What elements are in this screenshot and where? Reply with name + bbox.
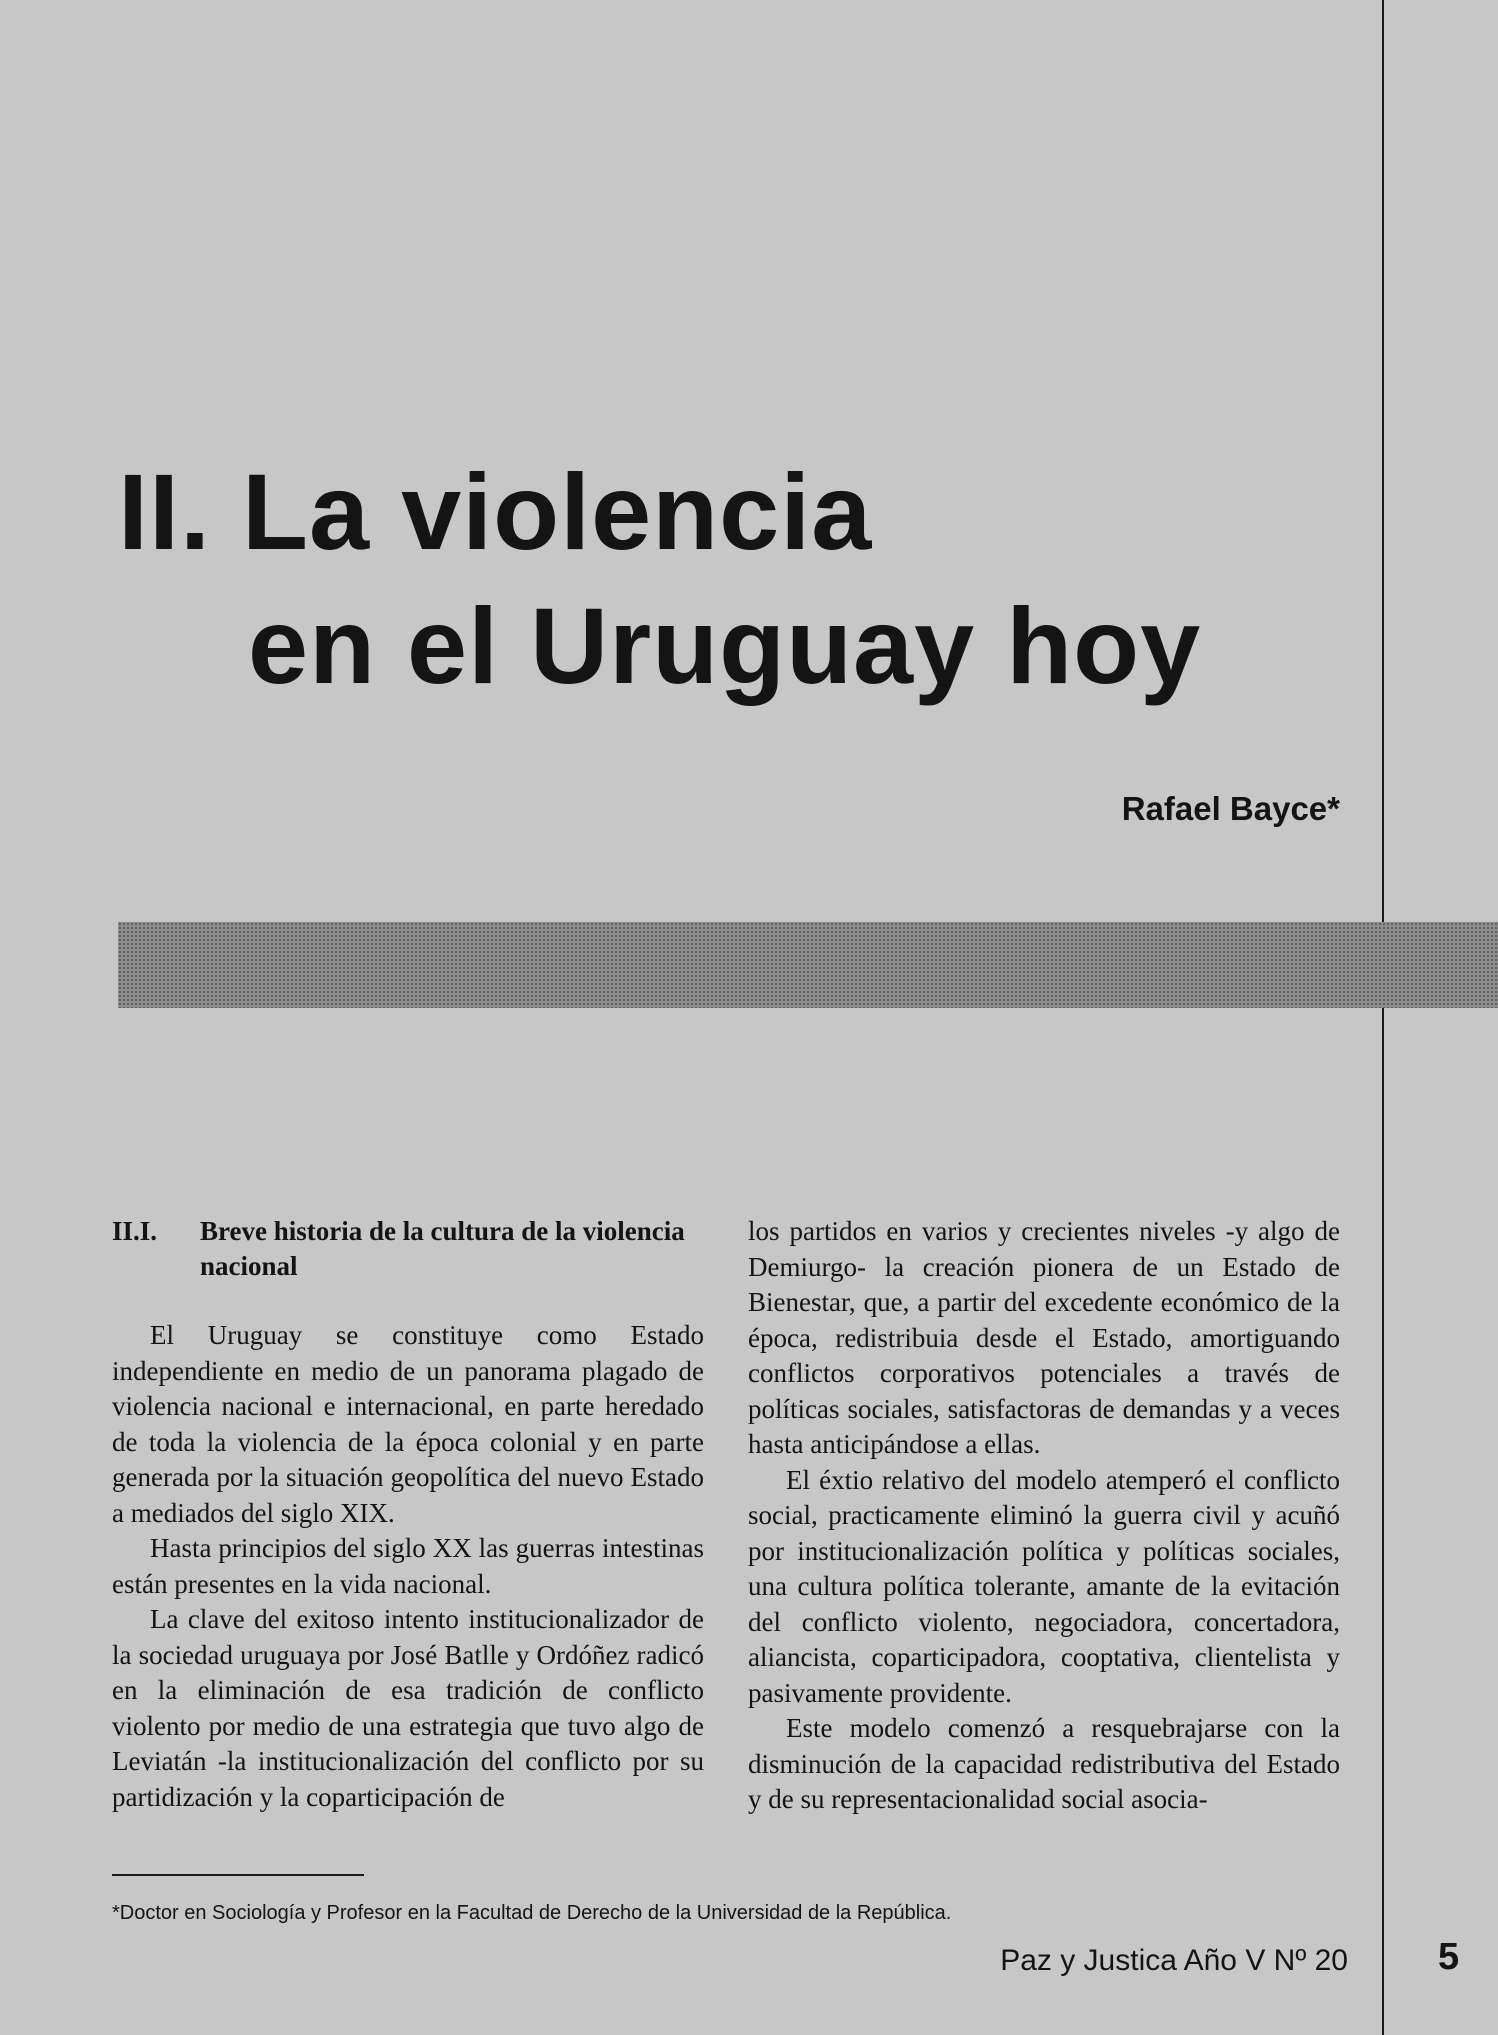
paragraph: El Uruguay se constituye como Estado independiente en medio de un panorama plagado de violencia nacional e internacional, en parte heredado de toda la violencia de la época colonial y en parte generada por la situación geopolítica del nuevo Estado a mediados del siglo XIX. [112, 1320, 704, 1528]
section-number: II.I. [112, 1216, 158, 1246]
title-line-1: II. La violencia [118, 451, 873, 572]
journal-footer: Paz y Justica Año V Nº 20 [1000, 1944, 1348, 1977]
paragraph: El éxtio relativo del modelo atemperó el conflicto social, practicamente eliminó la guerra civil y acuñó por institucionalización política y políticas sociales, una cultura política tolerante, amante de la evitación del conflicto violento, negociadora, concertadora, aliancista, coparticipadora, cooptativa, clientelista y pasivamente providente. [748, 1464, 1340, 1708]
section-title: Breve historia de la cultura de la violencia nacional [200, 1216, 685, 1281]
paragraph: Hasta principios del siglo XX las guerras intestinas están presentes en la vida nacional. [112, 1533, 704, 1599]
author-name: Rafael Bayce* [1121, 790, 1340, 827]
paragraph: los partidos en varios y crecientes niveles -y algo de Demiurgo- la creación pionera de un Estado de Bienestar, que, a partir del excedente económico de la época, redistribuia desde el Estado, amortiguando conflictos corporativos potenciales a través de políticas sociales, satisfactoras de demandas y a veces hasta anticipándose a ellas. [748, 1216, 1340, 1459]
paragraph: Este modelo comenzó a resquebrajarse con la disminución de la capacidad redistributiva del Estado y de su representacionalidad social asocia- [748, 1713, 1340, 1814]
section-heading [112, 1214, 704, 1284]
halftone-divider-bar [118, 922, 1498, 1008]
page-number: 5 [1438, 1936, 1460, 1978]
footnote-rule [112, 1874, 364, 1876]
vertical-rule [1382, 0, 1384, 2035]
text-column-right [748, 1214, 1340, 1818]
paragraph: La clave del exitoso intento institucionalizador de la sociedad uruguaya por José Batlle y Ordóñez radicó en la eliminación de esa tradición de conflicto violento por medio de una estrategia que tuvo algo de Leviatán -la institucionalización del conflicto por su partidización y la coparticipación de [112, 1604, 704, 1812]
footnote: *Doctor en Sociología y Profesor en la Facultad de Derecho de la Universidad de la República. [112, 1902, 952, 1924]
title-line-2: en el Uruguay hoy [248, 585, 1202, 706]
text-column-left [112, 1214, 704, 1815]
